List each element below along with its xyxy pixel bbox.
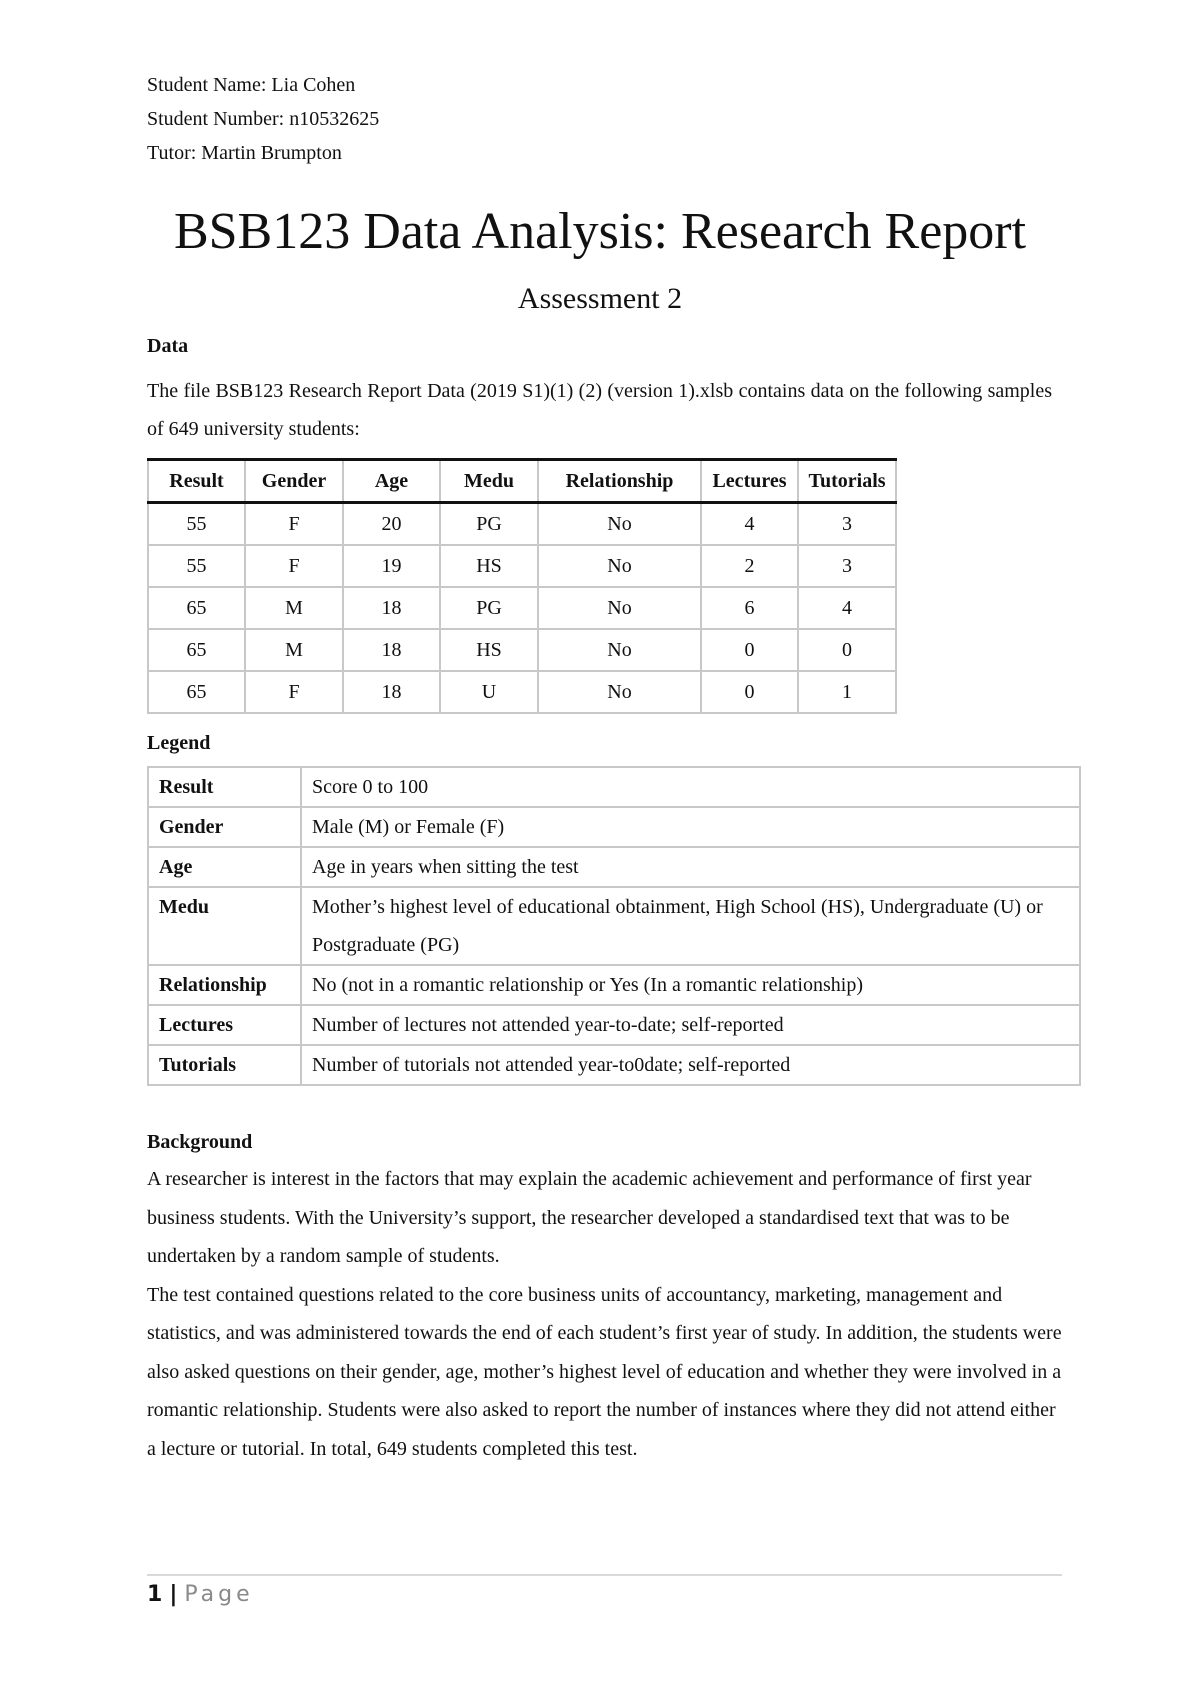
- table-cell: 65: [148, 671, 245, 713]
- column-header: Lectures: [701, 460, 798, 503]
- table-cell: 4: [701, 503, 798, 546]
- column-header: Result: [148, 460, 245, 503]
- legend-table: [147, 766, 1081, 1086]
- table-cell: 0: [798, 629, 896, 671]
- table-header-row: [148, 460, 896, 503]
- table-cell: 20: [343, 503, 440, 546]
- table-cell: No: [538, 629, 701, 671]
- footer-divider: [147, 1574, 1062, 1576]
- table-cell: F: [245, 671, 343, 713]
- legend-row: [148, 1005, 1080, 1045]
- background-paragraph: A researcher is interest in the factors that may explain the academic achievement and performance of first year business students. With the University’s support, the researcher developed a standardised text that was to be undertaken by a random sample of students.: [147, 1168, 1032, 1267]
- student-number: Student Number: n10532625: [147, 108, 380, 130]
- data-intro-paragraph: The file BSB123 Research Report Data (2019 S1)(1) (2) (version 1).xlsb contains data on the following samples of 649 university students:: [147, 380, 1052, 440]
- table-cell: PG: [440, 587, 538, 629]
- legend-row: [148, 965, 1080, 1005]
- column-header: Gender: [245, 460, 343, 503]
- table-cell: No: [538, 503, 701, 546]
- legend-description: Number of tutorials not attended year-to0date; self-reported: [301, 1045, 1080, 1085]
- table-cell: F: [245, 503, 343, 546]
- legend-row: [148, 767, 1080, 807]
- column-header: Relationship: [538, 460, 701, 503]
- table-cell: 55: [148, 503, 245, 546]
- column-header: Tutorials: [798, 460, 896, 503]
- footer-separator: |: [169, 1582, 178, 1607]
- document-title: BSB123 Data Analysis: Research Report: [173, 203, 1027, 260]
- legend-description: Number of lectures not attended year-to-date; self-reported: [301, 1005, 1080, 1045]
- legend-term: Lectures: [148, 1005, 301, 1045]
- table-cell: 3: [798, 503, 896, 546]
- document-subtitle: Assessment 2: [517, 282, 683, 315]
- legend-row: [148, 1045, 1080, 1085]
- table-cell: 2: [701, 545, 798, 587]
- data-heading: Data: [147, 335, 189, 357]
- background-section: [147, 1160, 1067, 1468]
- table-cell: 19: [343, 545, 440, 587]
- legend-term: Age: [148, 847, 301, 887]
- column-header: Medu: [440, 460, 538, 503]
- table-cell: No: [538, 671, 701, 713]
- table-cell: M: [245, 629, 343, 671]
- page-number: 1: [147, 1582, 163, 1607]
- legend-row: [148, 847, 1080, 887]
- legend-description: Score 0 to 100: [301, 767, 1080, 807]
- table-cell: 65: [148, 587, 245, 629]
- table-cell: No: [538, 587, 701, 629]
- background-heading: Background: [147, 1131, 253, 1153]
- table-row: [148, 587, 896, 629]
- table-cell: 65: [148, 629, 245, 671]
- legend-description: No (not in a romantic relationship or Yes (In a romantic relationship): [301, 965, 1080, 1005]
- student-name: Student Name: Lia Cohen: [147, 74, 356, 96]
- table-row: [148, 671, 896, 713]
- legend-term: Gender: [148, 807, 301, 847]
- legend-row: [148, 887, 1080, 965]
- table-cell: No: [538, 545, 701, 587]
- legend-description: Age in years when sitting the test: [301, 847, 1080, 887]
- background-paragraph: The test contained questions related to the core business units of accountancy, marketing, management and statistics, and was administered towards the end of each student’s first year of study. In addition, the students were also asked questions on their gender, age, mother’s highest level of education and whether they were involved in a romantic relationship. Students were also asked to report the number of instances where they did not attend either a lecture or tutorial. In total, 649 students completed this test.: [147, 1283, 1062, 1460]
- legend-description: Mother’s highest level of educational obtainment, High School (HS), Undergraduate (U) or Postgraduate (PG): [301, 887, 1080, 965]
- table-cell: 6: [701, 587, 798, 629]
- tutor-name: Tutor: Martin Brumpton: [147, 142, 342, 164]
- table-row: [148, 503, 896, 546]
- table-row: [148, 629, 896, 671]
- legend-row: [148, 807, 1080, 847]
- table-cell: PG: [440, 503, 538, 546]
- legend-term: Tutorials: [148, 1045, 301, 1085]
- table-cell: 4: [798, 587, 896, 629]
- legend-heading: Legend: [147, 732, 211, 754]
- table-row: [148, 545, 896, 587]
- table-cell: 3: [798, 545, 896, 587]
- table-cell: 0: [701, 671, 798, 713]
- page-footer: [147, 1580, 254, 1610]
- sample-data-table: [147, 458, 897, 714]
- table-cell: HS: [440, 629, 538, 671]
- table-cell: 55: [148, 545, 245, 587]
- table-cell: 18: [343, 629, 440, 671]
- table-cell: M: [245, 587, 343, 629]
- table-cell: F: [245, 545, 343, 587]
- legend-term: Relationship: [148, 965, 301, 1005]
- legend-description: Male (M) or Female (F): [301, 807, 1080, 847]
- table-cell: 1: [798, 671, 896, 713]
- column-header: Age: [343, 460, 440, 503]
- table-cell: 18: [343, 671, 440, 713]
- table-cell: HS: [440, 545, 538, 587]
- legend-term: Medu: [148, 887, 301, 965]
- table-cell: 18: [343, 587, 440, 629]
- table-cell: U: [440, 671, 538, 713]
- table-cell: 0: [701, 629, 798, 671]
- page-label: Page: [184, 1582, 254, 1607]
- legend-term: Result: [148, 767, 301, 807]
